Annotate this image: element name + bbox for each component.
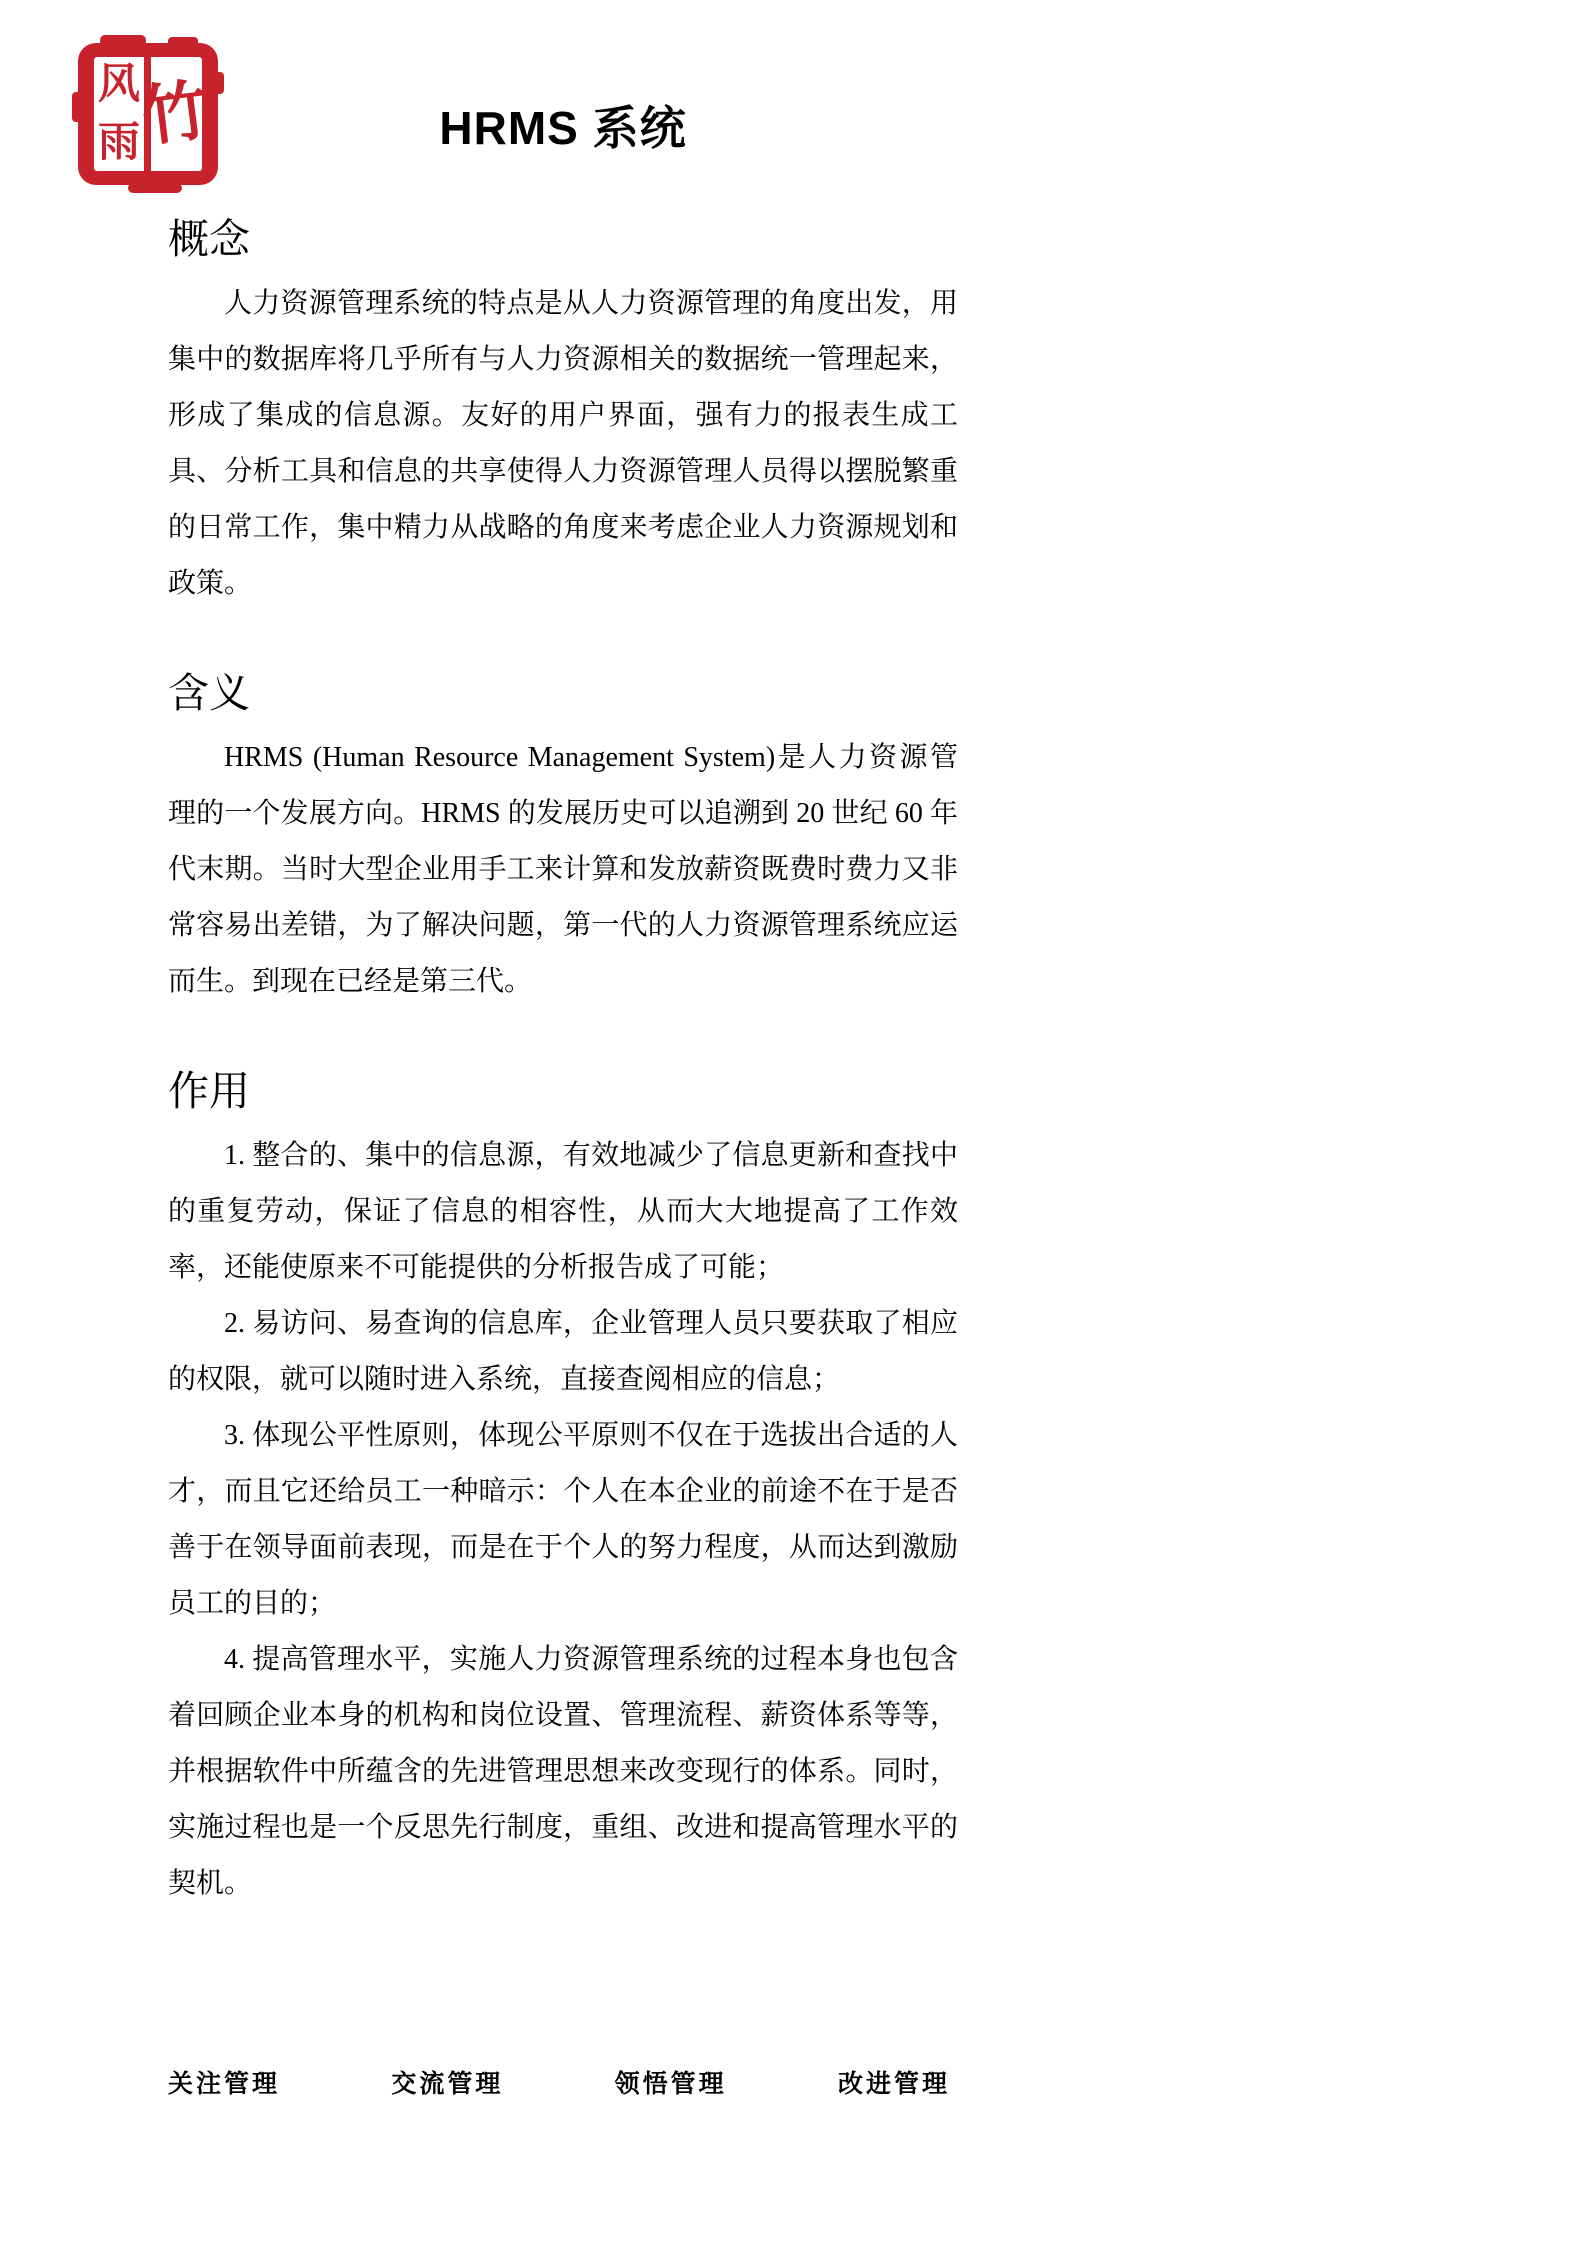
page-title: HRMS 系统 [439, 102, 687, 154]
footer-item-communicate: 交流管理 [391, 2071, 504, 2098]
seal-char-yu: 雨 [97, 120, 141, 166]
section-heading-meaning: 含义 [168, 670, 250, 716]
concept-paragraph: 人力资源管理系统的特点是从人力资源管理的角度出发，用集中的数据库将几乎所有与人力资源相关的数据统一管理起来，形成了集成的信息源。友好的用户界面，强有力的报表生成工具、分析工具和信息的共享使得人力资源管理人员得以摆脱繁重的日常工作，集中精力从战略的角度来考虑企业人力资源规划和政策。 [168, 288, 958, 599]
footer-item-focus: 关注管理 [168, 2071, 281, 2098]
content-column [168, 0, 958, 1912]
page-footer [168, 2064, 950, 2100]
seal-char-zhu: 竹 [138, 74, 213, 155]
function-item-2: 2. 易访问、易查询的信息库，企业管理人员只要获取了相应的权限，就可以随时进入系统，直接查阅相应的信息； [168, 1308, 958, 1395]
function-item-3: 3. 体现公平性原则，体现公平原则不仅在于选拔出合适的人才，而且它还给员工一种暗示：个人在本企业的前途不在于是否善于在领导面前表现，而是在于个人的努力程度，从而达到激励员工的目的； [168, 1420, 958, 1619]
section-heading-concept: 概念 [168, 216, 250, 262]
function-item-1: 1. 整合的、集中的信息源，有效地减少了信息更新和查找中的重复劳动，保证了信息的相容性，从而大大地提高了工作效率，还能使原来不可能提供的分析报告成了可能； [168, 1140, 958, 1283]
seal-edge-speckle [100, 35, 146, 46]
footer-item-improve: 改进管理 [837, 2071, 950, 2098]
meaning-paragraph: HRMS (Human Resource Management System)是人力资源管理的一个发展方向。HRMS 的发展历史可以追溯到 20 世纪 60 年代末期。当时大型企业用手工来计算和发放薪资既费时费力又非常容易出差错，为了解决问题，第一代的人力资源管理系统应运而生。到现在已经是第三代。 [168, 742, 958, 997]
footer-item-comprehend: 领悟管理 [614, 2071, 727, 2098]
function-item-4: 4. 提高管理水平，实施人力资源管理系统的过程本身也包含着回顾企业本身的机构和岗位设置、管理流程、薪资体系等等，并根据软件中所蕴含的先进管理思想来改变现行的体系。同时，实施过程也是一个反思先行制度，重组、改进和提高管理水平的契机。 [168, 1644, 958, 1899]
seal-char-feng: 风 [97, 62, 141, 108]
section-heading-function: 作用 [168, 1068, 250, 1114]
seal-edge-speckle [72, 92, 81, 122]
